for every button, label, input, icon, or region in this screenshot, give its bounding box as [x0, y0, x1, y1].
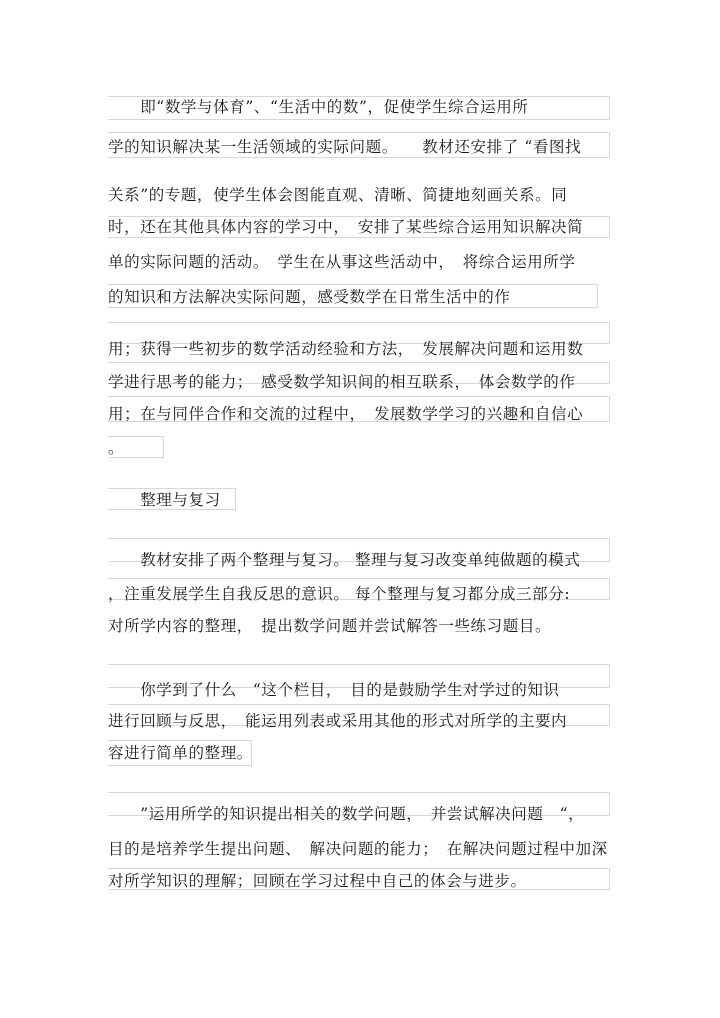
text-line: 关系”的专题，使学生体会图能直观、清晰、简捷地刻画关系。同 [108, 186, 568, 204]
text-line: 。 [108, 439, 125, 457]
text-line: 教材安排了两个整理与复习。 整理与复习改变单纯做题的模式 [108, 551, 581, 569]
text-line: 学的知识解决某一生活领域的实际问题。 教材还安排了 “看图找 [108, 138, 582, 156]
section-heading: 整理与复习 [108, 491, 221, 509]
text-line: 用；获得一些初步的数学活动经验和方法， 发展解决问题和运用数 [108, 340, 584, 358]
text-line: ”运用所学的知识提出相关的数学问题， 并尝试解决问题 “， [108, 805, 585, 823]
text-line: 学进行思考的能力； 感受数学知识间的相互联系， 体会数学的作 [108, 373, 576, 391]
text-line: 单的实际问题的活动。 学生在从事这些活动中， 将综合运用所学 [108, 253, 576, 271]
text-line: 对所学知识的理解；回顾在学习过程中自己的体会与进步。 [108, 872, 527, 890]
text-line: 容进行简单的整理。 [108, 744, 253, 762]
text-line: 的知识和方法解决实际问题，感受数学在日常生活中的作 [108, 288, 511, 306]
text-line: 你学到了什么 “这个栏目， 目的是鼓励学生对学过的知识 [108, 681, 560, 699]
text-line: 对所学内容的整理， 提出数学问题并尝试解答一些练习题目。 [108, 617, 552, 635]
text-line: 目的是培养学生提出问题、 解决问题的能力； 在解决问题过程中加深 [108, 840, 608, 858]
text-line: 用；在与同伴合作和交流的过程中， 发展数学学习的兴趣和自信心 [108, 405, 584, 423]
text-line: 时，还在其他具体内容的学习中， 安排了某些综合运用知识解决简 [108, 218, 584, 236]
text-line: ，注重发展学生自我反思的意识。 每个整理与复习都分成三部分: [108, 585, 571, 603]
text-line: 即“数学与体育”、“生活中的数”，促使学生综合运用所 [108, 98, 529, 116]
text-line: 进行回顾与反思， 能运用列表或采用其他的形式对所学的主要内 [108, 712, 568, 730]
